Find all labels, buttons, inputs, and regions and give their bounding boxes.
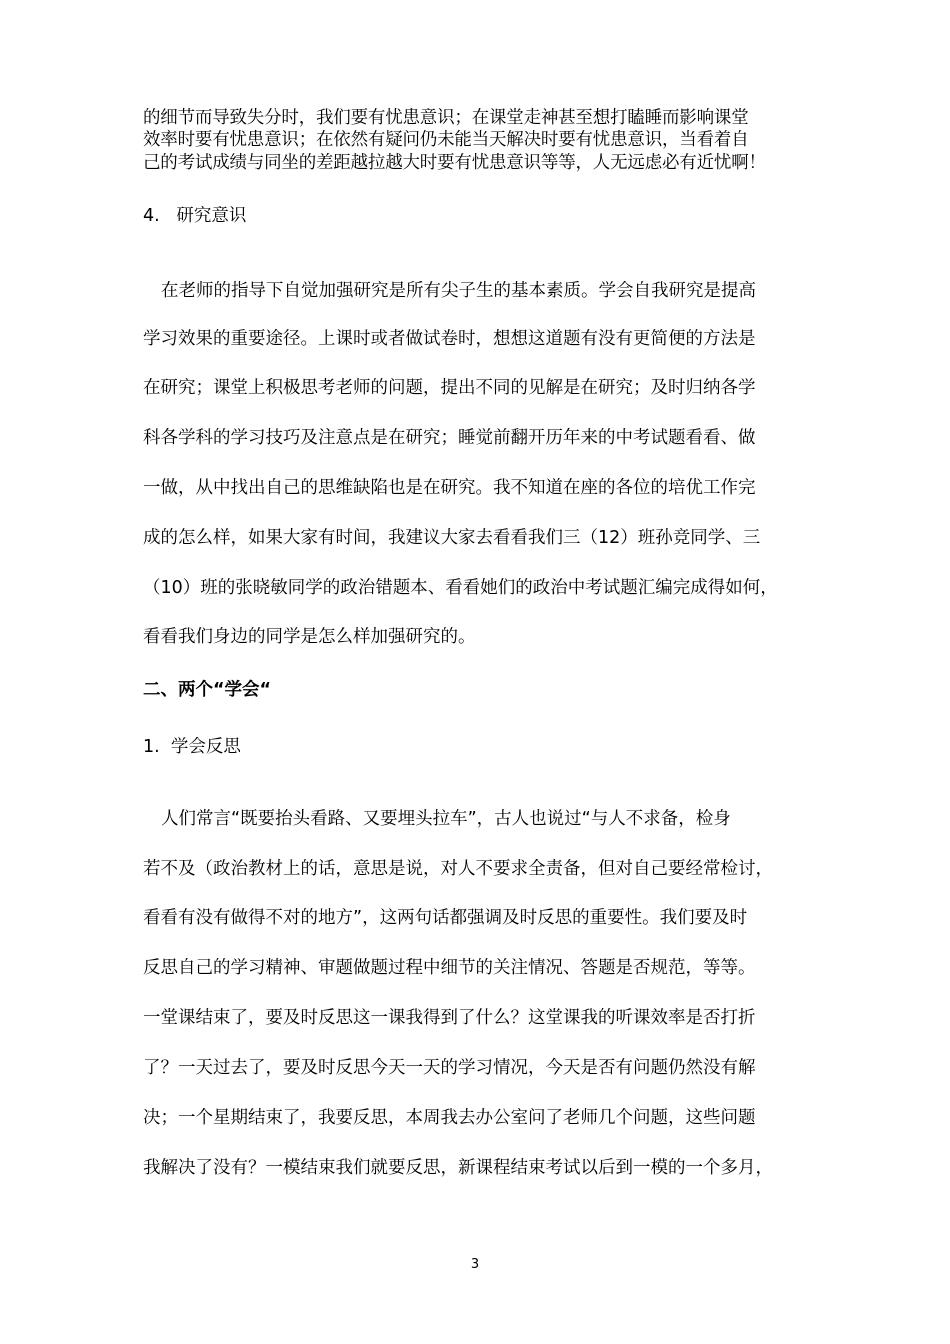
top-paragraph-line-3: 己的考试成绩与同坐的差距越拉越大时要有忧患意识等等，人无远虑必有近忧啊！ (143, 153, 766, 173)
research-paragraph-line-1: 在老师的指导下自觉加强研究是所有尖子生的基本素质。学会自我研究是提高 (161, 281, 756, 301)
research-paragraph-line-5: 一做，从中找出自己的思维缺陷也是在研究。我不知道在座的各位的培优工作完 (143, 478, 756, 498)
reflection-paragraph-line-5: 一堂课结束了，要及时反思这一课我得到了什么？这堂课我的听课效率是否打折 (143, 1008, 756, 1028)
page-number: 3 (470, 1257, 480, 1272)
research-paragraph-line-3: 在研究；课堂上积极思考老师的问题，提出不同的见解是在研究；及时归纳各学 (143, 378, 756, 398)
top-paragraph-line-2: 效率时要有忧患意识；在依然有疑问仍未能当天解决时要有忧患意识，当看着自 (143, 130, 749, 150)
research-paragraph-line-4: 科各学科的学习技巧及注意点是在研究；睡觉前翻开历年来的中考试题看看、做 (143, 428, 756, 448)
reflection-paragraph-line-4: 反思自己的学习精神、审题做题过程中细节的关注情况、答题是否规范，等等。 (143, 958, 756, 978)
reflection-paragraph-line-3: 看看有没有做得不对的地方”，这两句话都强调及时反思的重要性。我们要及时 (143, 908, 748, 928)
reflection-paragraph-line-1: 人们常言“既要抬头看路、又要埋头拉车”，古人也说过“与人不求备，检身 (161, 809, 731, 829)
research-paragraph-line-8: 看看我们身边的同学是怎么样加强研究的。 (143, 627, 476, 647)
research-paragraph-line-7: （10）班的张晓敏同学的政治错题本、看看她们的政治中考试题汇编完成得如何， (143, 578, 778, 598)
research-paragraph-line-2: 学习效果的重要途径。上课时或者做试卷时，想想这道题有没有更简便的方法是 (143, 329, 756, 349)
reflection-paragraph-line-2: 若不及（政治教材上的话，意思是说，对人不要求全责备，但对自己要经常检讨， (143, 859, 773, 879)
item-1-heading: 1. 学会反思 (143, 737, 241, 757)
top-paragraph-line-1: 的细节而导致失分时，我们要有忧患意识；在课堂走神甚至想打瞌睡而影响课堂 (143, 108, 749, 128)
reflection-paragraph-line-7: 决；一个星期结束了，我要反思，本周我去办公室问了老师几个问题，这些问题 (143, 1108, 756, 1128)
part-2-heading: 二、两个“学会“ (143, 680, 272, 700)
reflection-paragraph-line-6: 了？一天过去了，要及时反思今天一天的学习情况，今天是否有问题仍然没有解 (143, 1058, 756, 1078)
research-paragraph-line-6: 成的怎么样，如果大家有时间，我建议大家去看看我们三（12）班孙竞同学、三 (143, 528, 761, 548)
section-4-heading: 4. 研究意识 (143, 206, 247, 226)
reflection-paragraph-line-8: 我解决了没有？一模结束我们就要反思，新课程结束考试以后到一模的一个多月， (143, 1158, 773, 1178)
